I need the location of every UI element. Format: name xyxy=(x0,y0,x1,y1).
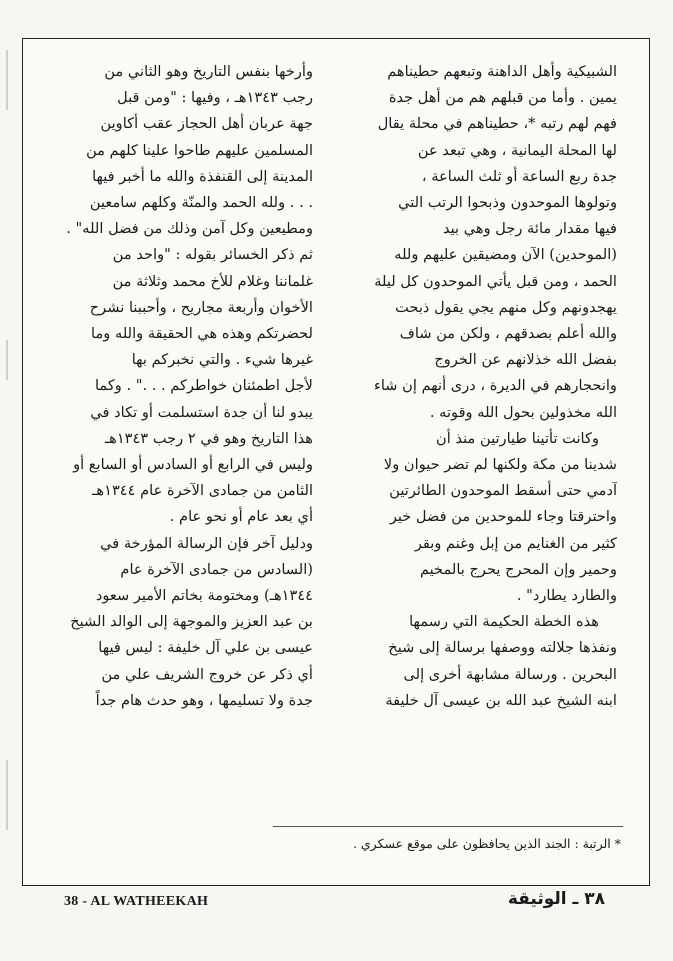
left-line: وأرخها بنفس التاريخ وهو الثاني من xyxy=(104,63,313,80)
right-line: وتولوها الموحدون وذبحوا الرتب التي xyxy=(398,194,617,212)
right-line: والطارد يطارد" . xyxy=(516,587,617,605)
right-line: البحرين . ورسالة مشابهة أخرى إلى xyxy=(403,665,617,683)
left-line: المدينة إلى القنفذة والله ما أخبر فيها xyxy=(92,167,313,185)
right-line: وحمير وإن المحرج يحرج بالمخيم xyxy=(419,560,617,578)
left-line: المسلمين عليهم طاحوا علينا كلهم من xyxy=(86,141,313,159)
left-column xyxy=(45,59,313,714)
page-number-arabic: ٣٨ ـ الوثيقة xyxy=(507,889,605,909)
right-line: شدينا من مكة ولكنها لم تضر حيوان ولا xyxy=(383,456,617,474)
left-line: بن عبد العزيز والموجهة إلى الوالد الشيخ xyxy=(70,613,313,631)
left-line: الثامن من جمادى الآخرة عام ١٣٤٤هـ xyxy=(92,482,313,500)
left-line: لأجل اطمئنان خواطركم . . ." . وكما xyxy=(94,377,313,395)
left-line: غيرها شيء . والتي نخبركم بها xyxy=(131,351,313,369)
left-line: ومطيعين وكل آمن وذلك من فضل الله" . xyxy=(66,220,313,238)
left-line: جهة عربان أهل الحجاز عقب أكاوين xyxy=(100,115,313,133)
right-line: ابنه الشيخ عبد الله بن عيسى آل خليفة xyxy=(385,691,617,709)
left-line: أي بعد عام أو نحو عام . xyxy=(169,508,313,526)
right-line: فيها مقدار مائة رجل وهي بيد xyxy=(442,220,617,238)
right-line: والله أعلم بصدقهم ، ولكن من شاف xyxy=(399,325,617,343)
left-line: غلماننا وغلام للأخ محمد وثلاثة من xyxy=(112,272,313,290)
right-line: الحمد ، ومن قبل يأتي الموحدون كل ليلة xyxy=(374,272,617,290)
right-line: ونفذها جلالته ووصفها برسالة إلى شيخ xyxy=(388,639,617,657)
left-line: جدة ولا تسليمها ، وهو حدث هام جداً xyxy=(95,691,313,709)
left-line: ودليل آخر فإن الرسالة المؤرخة في xyxy=(100,534,313,552)
right-line: آدمي حتى أسقط الموحدون الطائرتين xyxy=(389,482,617,500)
right-line: الشبيكية وأهل الداهنة وتبعهم حطيناهم xyxy=(387,63,617,80)
left-line: أي ذكر عن خروج الشريف علي من xyxy=(101,665,313,683)
left-line: الأخوان وأربعة مجاريح ، وأحببنا نشرح xyxy=(89,298,313,316)
right-line: هذه الخطة الحكيمة التي رسمها xyxy=(409,613,599,631)
left-line: عيسى بن علي آل خليفة : ليس فيها xyxy=(98,639,313,657)
right-line: بفضل الله خذلانهم عن الخروج xyxy=(434,351,617,369)
left-line: . . . ولله الحمد والمنّة وكلهم سامعين xyxy=(89,194,313,212)
left-line: لحضرتكم وهذه هي الحقيقة والله وما xyxy=(91,325,313,343)
right-line: جدة ربع الساعة أو ثلث الساعة ، xyxy=(421,167,617,185)
right-line: كثير من الغنايم من إبل وغنم وبقر xyxy=(414,534,617,552)
left-line: هذا التاريخ وهو في ٢ رجب ١٣٤٣هـ xyxy=(104,429,313,447)
right-line: وانحجارهم في الديرة ، درى أنهم إن شاء xyxy=(374,377,617,395)
right-line: فهم لهم رتبه *، حطيناهم في محلة يقال xyxy=(377,115,617,133)
left-line: وليس في الرابع أو السادس أو السابع أو xyxy=(73,456,313,474)
scan-gutter xyxy=(4,40,14,920)
footnote: * الرتبة : الجند الذين يحافظون على موقع عسكري . xyxy=(352,836,621,851)
left-line: يبدو لنا أن جدة استسلمت أو تكاد في xyxy=(90,403,313,421)
right-line: (الموحدين) الآن ومضيقين عليهم ولله xyxy=(394,246,617,264)
left-line: (السادس من جمادى الآخرة عام xyxy=(120,560,313,578)
page-frame xyxy=(22,38,650,886)
right-line: الله مخذولين بحول الله وقوته . xyxy=(429,403,617,421)
footnote-divider xyxy=(273,826,623,827)
right-line: وكانت تأتينا طيارتين منذ أن xyxy=(436,429,599,447)
left-line: ثم ذكر الخسائر بقوله : "واحد من xyxy=(112,246,313,264)
right-column xyxy=(355,59,617,714)
left-line: ١٣٤٤هـ) ومختومة بخاتم الأمير سعود xyxy=(95,587,313,605)
right-line: يمين . وأما من قبلهم هم من أهل جدة xyxy=(388,89,617,107)
left-line: رجب ١٣٤٣هـ ، وفيها : "ومن قبل xyxy=(117,89,313,107)
right-line: يهجدونهم وكل منهم يجي يقول ذبحت xyxy=(395,298,617,316)
right-line: واحترقتا وجاء للموحدين من فضل خير xyxy=(389,508,617,526)
page-number-latin: 38 - AL WATHEEKAH xyxy=(64,894,209,909)
right-line: لها المحلة اليمانية ، وهي تبعد عن xyxy=(417,141,617,159)
